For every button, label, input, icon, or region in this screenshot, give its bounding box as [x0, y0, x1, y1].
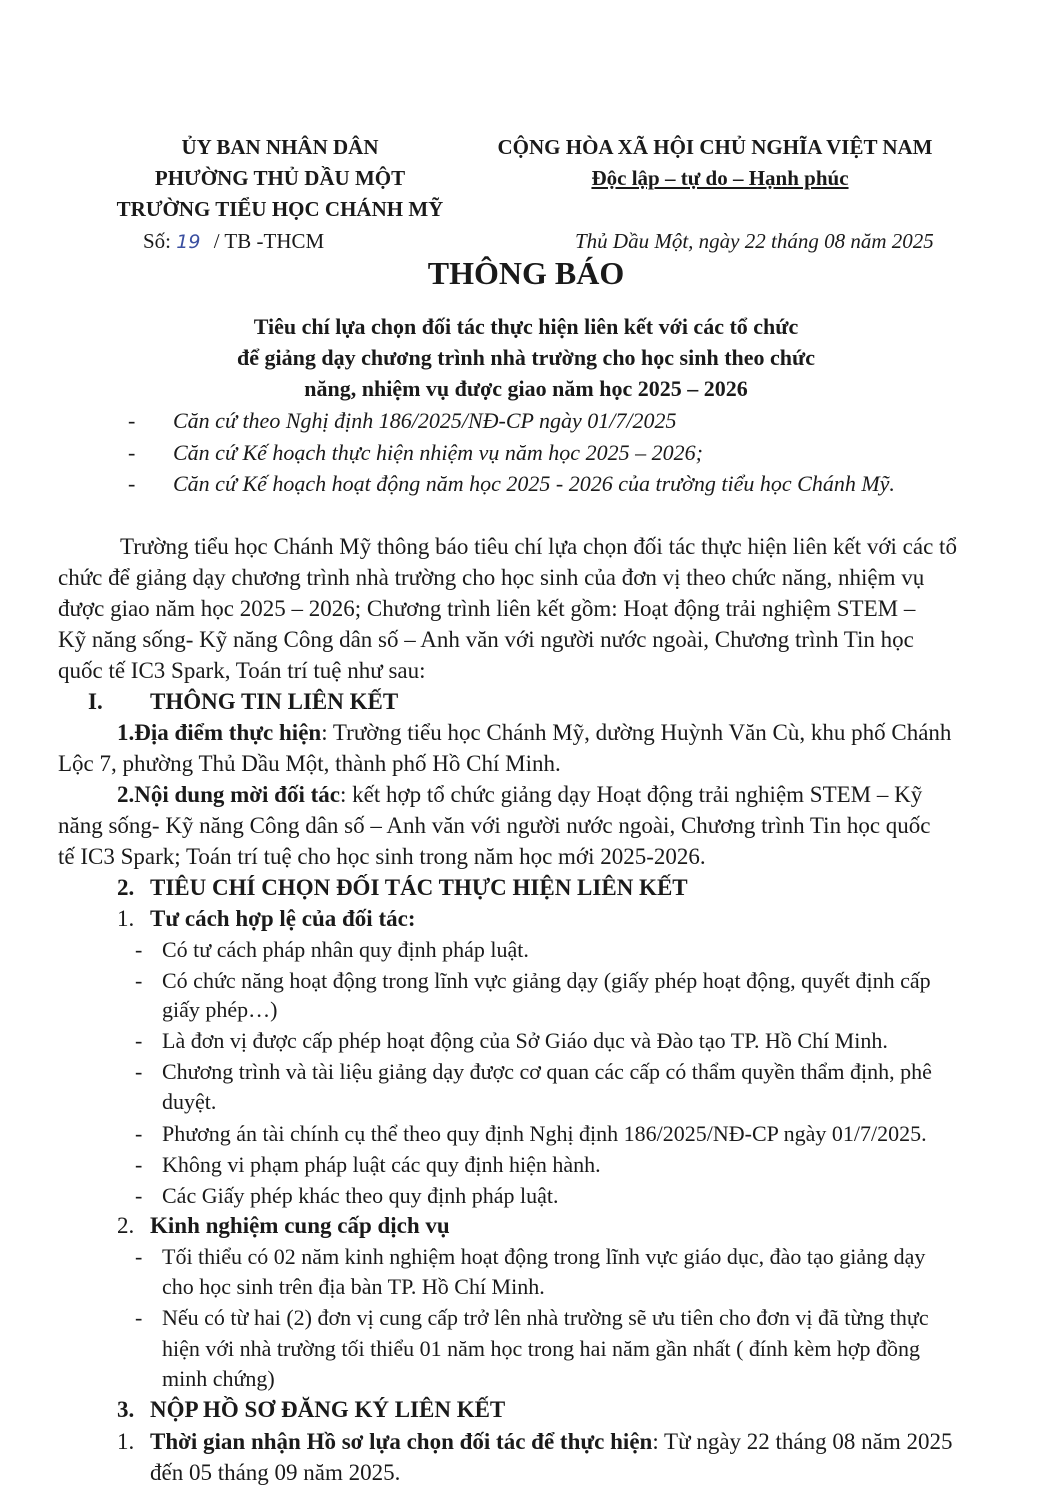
intro-line-2: chức để giảng dạy chương trình nhà trường cho học sinh của đơn vị theo chức năng, nhiệm vụ — [58, 565, 925, 590]
experience-item-continued: cho học sinh trên địa bàn TP. Hồ Chí Minh. — [162, 1274, 545, 1299]
criteria-item: Các Giấy phép khác theo quy định pháp luật. — [162, 1183, 559, 1208]
section-3-heading: NỘP HỒ SƠ ĐĂNG KÝ LIÊN KẾT — [150, 1397, 506, 1422]
intro-line-4: Kỹ năng sống- Kỹ năng Công dân số – Anh văn với người nước ngoài, Chương trình Tin học — [58, 627, 914, 652]
bullet-dash: - — [135, 1305, 143, 1330]
sub-2-heading: Kinh nghiệm cung cấp dịch vụ — [150, 1213, 450, 1238]
bullet-dash: - — [128, 440, 136, 465]
criteria-item: Là đơn vị được cấp phép hoạt động của Sở Giáo dục và Đào tạo TP. Hồ Chí Minh. — [162, 1028, 888, 1053]
document-title: THÔNG BÁO — [427, 255, 625, 291]
section-3-number: 3. — [117, 1397, 135, 1422]
bullet-dash: - — [135, 1244, 143, 1269]
submission-line-2: đến 05 tháng 09 năm 2025. — [150, 1460, 401, 1485]
criteria-item: Có tư cách pháp nhân quy định pháp luật. — [162, 937, 529, 962]
sub-1-number: 1. — [117, 906, 135, 931]
subtitle-line-3: năng, nhiệm vụ được giao năm học 2025 – 2026 — [304, 376, 748, 401]
bullet-dash: - — [128, 471, 136, 496]
bullet-dash: - — [128, 408, 136, 433]
legal-basis-2: Căn cứ Kế hoạch thực hiện nhiệm vụ năm học 2025 – 2026; — [173, 440, 703, 465]
national-motto: Độc lập – tự do – Hạnh phúc — [591, 166, 849, 190]
experience-item-continued: minh chứng) — [162, 1366, 275, 1391]
criteria-item: Có chức năng hoạt động trong lĩnh vực giảng dạy (giấy phép hoạt động, quyết định cấp — [162, 968, 931, 993]
criteria-item: Phương án tài chính cụ thể theo quy định Nghị định 186/2025/NĐ-CP ngày 01/7/2025. — [162, 1121, 927, 1146]
bullet-dash: - — [135, 1028, 143, 1053]
bullet-dash: - — [135, 1152, 143, 1177]
content-line-1: 2.Nội dung mời đối tác: kết hợp tổ chức giảng dạy Hoạt động trải nghiệm STEM – Kỹ — [117, 782, 923, 807]
org-line-1: ỦY BAN NHÂN DÂN — [181, 135, 379, 159]
bullet-dash: - — [135, 937, 143, 962]
sub-1-heading: Tư cách hợp lệ của đối tác: — [150, 906, 416, 931]
bullet-dash: - — [135, 1121, 143, 1146]
country-name: CỘNG HÒA XÃ HỘI CHỦ NGHĨA VIỆT NAM — [497, 135, 933, 159]
subtitle-line-2: để giảng dạy chương trình nhà trường cho học sinh theo chức — [237, 345, 815, 370]
handwritten-number: 19 — [176, 231, 201, 253]
subtitle-line-1: Tiêu chí lựa chọn đối tác thực hiện liên kết với các tổ chức — [253, 314, 799, 339]
criteria-item: Chương trình và tài liệu giảng dạy được cơ quan các cấp có thẩm quyền thẩm định, phê — [162, 1059, 932, 1084]
location-line-2: Lộc 7, phường Thủ Dầu Một, thành phố Hồ Chí Minh. — [58, 751, 561, 776]
bullet-dash: - — [135, 1183, 143, 1208]
criteria-item-continued: duyệt. — [162, 1089, 217, 1114]
legal-basis-3: Căn cứ Kế hoạch hoạt động năm học 2025 - 2026 của trường tiểu học Chánh Mỹ. — [173, 471, 895, 496]
document-number: Số: 19 / TB -THCM — [143, 229, 325, 253]
intro-line-5: quốc tế IC3 Spark, Toán trí tuệ như sau: — [58, 658, 426, 683]
legal-basis-1: Căn cứ theo Nghị định 186/2025/NĐ-CP ngày 01/7/2025 — [173, 408, 677, 433]
submission-number: 1. — [117, 1429, 135, 1454]
sub-2-number: 2. — [117, 1213, 135, 1238]
section-2-heading: TIÊU CHÍ CHỌN ĐỐI TÁC THỰC HIỆN LIÊN KẾT — [150, 875, 688, 900]
criteria-item: Không vi phạm pháp luật các quy định hiện hành. — [162, 1152, 601, 1177]
submission-line-1: Thời gian nhận Hồ sơ lựa chọn đối tác để thực hiện: Từ ngày 22 tháng 08 năm 2025 — [150, 1429, 953, 1454]
section-1-heading: THÔNG TIN LIÊN KẾT — [150, 689, 399, 714]
intro-line-3: được giao năm học 2025 – 2026; Chương trình liên kết gồm: Hoạt động trải nghiệm STEM – — [58, 596, 916, 621]
bullet-dash: - — [135, 968, 143, 993]
intro-line-1: Trường tiểu học Chánh Mỹ thông báo tiêu chí lựa chọn đối tác thực hiện liên kết với các tổ — [120, 534, 957, 559]
org-line-3: TRƯỜNG TIỂU HỌC CHÁNH MỸ — [116, 197, 444, 221]
content-line-2: năng sống- Kỹ năng Công dân số – Anh văn với người nước ngoài, Chương trình Tin học quốc — [58, 813, 931, 838]
section-1-number: I. — [88, 689, 103, 714]
location-line-1: 1.Địa điểm thực hiện: Trường tiểu học Chánh Mỹ, dường Huỳnh Văn Cù, khu phố Chánh — [117, 720, 952, 745]
section-2-number: 2. — [117, 875, 135, 900]
criteria-item-continued: giấy phép…) — [162, 997, 278, 1022]
org-line-2: PHƯỜNG THỦ DẦU MỘT — [154, 166, 406, 190]
issue-date: Thủ Dầu Một, ngày 22 tháng 08 năm 2025 — [575, 229, 934, 253]
experience-item: Nếu có từ hai (2) đơn vị cung cấp trở lên nhà trường sẽ ưu tiên cho đơn vị đã từng thực — [162, 1305, 929, 1330]
experience-item: Tối thiểu có 02 năm kinh nghiệm hoạt động trong lĩnh vực giáo dục, đào tạo giảng dạy — [162, 1244, 926, 1269]
content-line-3: tế IC3 Spark; Toán trí tuệ cho học sinh trong năm học mới 2025-2026. — [58, 844, 706, 869]
bullet-dash: - — [135, 1059, 143, 1084]
experience-item-continued: hiện với nhà trường tối thiểu 01 năm học trong hai năm gần nhất ( đính kèm hợp đồng — [162, 1336, 921, 1361]
